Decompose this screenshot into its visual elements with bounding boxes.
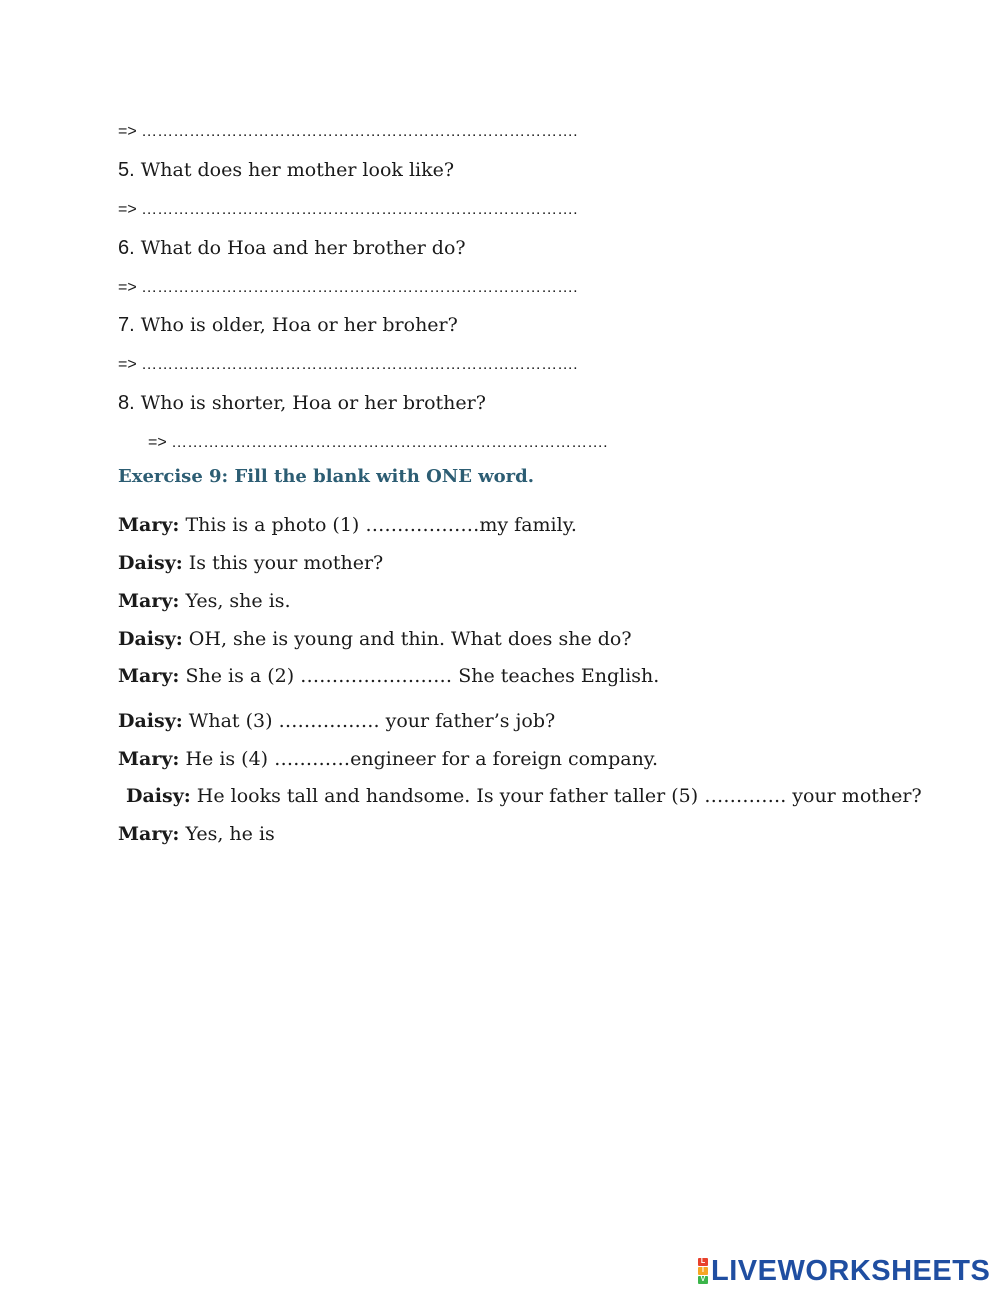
logo-block: V: [698, 1276, 708, 1284]
question-text: Who is older, Hoa or her broher?: [140, 314, 458, 336]
speaker-name: Daisy:: [126, 785, 191, 807]
speaker-name: Mary:: [118, 590, 180, 612]
question-number: 7.: [118, 314, 135, 336]
question-5: [118, 158, 454, 182]
dialogue-text: He looks tall and handsome. Is your father taller (5) …………. your mother?: [190, 785, 922, 807]
speaker-name: Daisy:: [118, 628, 183, 650]
question-number: 8.: [118, 392, 135, 414]
speaker-name: Mary:: [118, 514, 180, 536]
question-text: What do Hoa and her brother do?: [140, 237, 466, 259]
dialogue-text: OH, she is young and thin. What does she do?: [182, 628, 632, 650]
logo-blocks-icon: [698, 1258, 708, 1284]
speaker-name: Daisy:: [118, 552, 183, 574]
question-number: 5.: [118, 159, 135, 181]
question-7: [118, 313, 458, 337]
question-text: What does her mother look like?: [140, 159, 455, 181]
dialogue-line: [126, 784, 922, 808]
question-8: [118, 391, 486, 415]
speaker-name: Mary:: [118, 823, 180, 845]
answer-line-7[interactable]: => ……………………………………………………………………….: [118, 356, 578, 373]
liveworksheets-logo[interactable]: [698, 1256, 990, 1286]
answer-line-4[interactable]: => ……………………………………………………………………….: [118, 123, 578, 140]
dialogue-text: She is a (2) …………………… She teaches English.: [179, 665, 660, 687]
dialogue-text: Yes, he is: [179, 823, 275, 845]
logo-block: I: [698, 1267, 708, 1275]
question-text: Who is shorter, Hoa or her brother?: [140, 392, 486, 414]
answer-line-6[interactable]: => ……………………………………………………………………….: [118, 279, 578, 296]
answer-line-5[interactable]: => ……………………………………………………………………….: [118, 201, 578, 218]
exercise-heading: Exercise 9: Fill the blank with ONE word.: [118, 466, 535, 487]
dialogue-text: What (3) ……………. your father’s job?: [182, 710, 556, 732]
dialogue-text: Yes, she is.: [179, 590, 291, 612]
dialogue-line: [118, 551, 383, 575]
dialogue-line: [118, 589, 291, 613]
dialogue-line: [118, 627, 632, 651]
dialogue-text: This is a photo (1) ………………my family.: [179, 514, 577, 536]
speaker-name: Mary:: [118, 748, 180, 770]
dialogue-text: He is (4) …………engineer for a foreign company.: [179, 748, 659, 770]
dialogue-line: [118, 822, 275, 846]
dialogue-line: [118, 513, 577, 537]
speaker-name: Daisy:: [118, 710, 183, 732]
dialogue-text: Is this your mother?: [182, 552, 384, 574]
dialogue-line: [118, 747, 658, 771]
logo-text: LIVEWORKSHEETS: [711, 1254, 991, 1287]
question-6: [118, 236, 466, 260]
speaker-name: Mary:: [118, 665, 180, 687]
question-number: 6.: [118, 237, 135, 259]
logo-block: L: [698, 1258, 708, 1266]
dialogue-line: [118, 709, 555, 733]
answer-line-8[interactable]: => ……………………………………………………………………….: [148, 434, 608, 451]
dialogue-line: [118, 664, 659, 688]
